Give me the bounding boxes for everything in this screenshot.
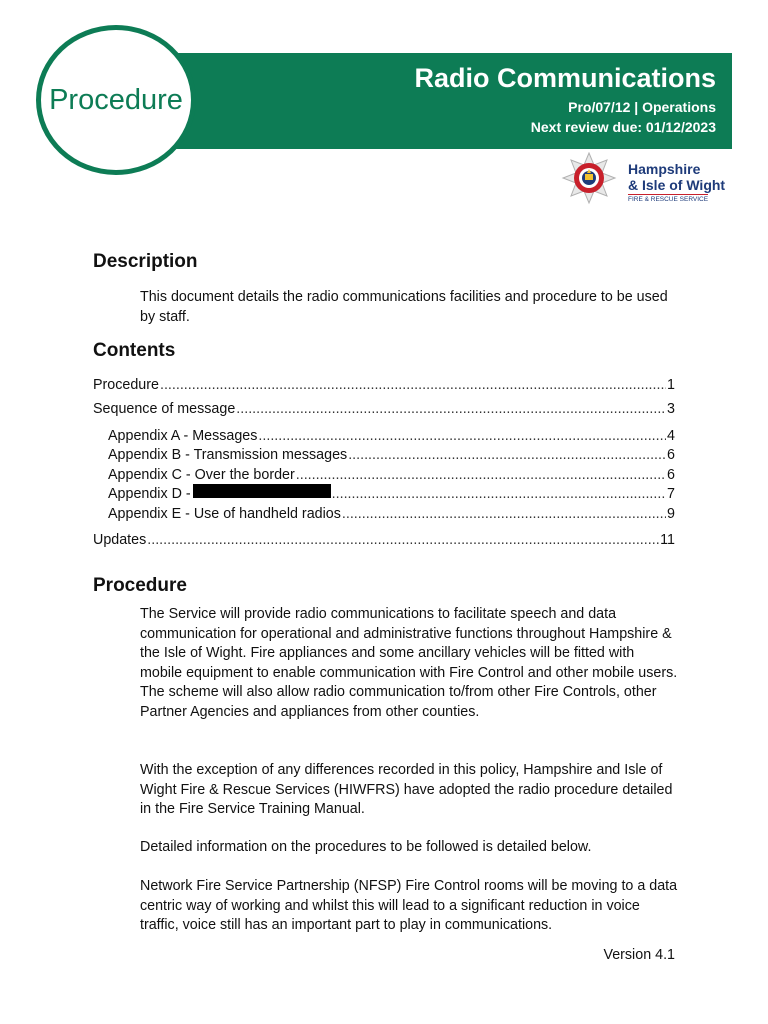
toc-item-sequence-of-message[interactable]: Sequence of message ..... 3 xyxy=(93,399,675,419)
toc-item-appendix-d[interactable]: Appendix D - ..... 7 xyxy=(108,484,675,504)
contents-heading: Contents xyxy=(93,340,176,361)
fire-service-crest-icon xyxy=(556,152,622,210)
redacted-text xyxy=(193,484,331,498)
procedure-paragraph-1: The Service will provide radio communications to facilitate speech and data communication for operational and administrative functions throughout Hampshire & the Isle of Wight. Fire appliances and some ancillary vehicles will be fitted with mobile equipment to enable communication with Fire Control and other mobile users. The scheme will also allow radio communication to/from other Fire Controls, other Partner Agencies and appliances from other counties. xyxy=(140,606,678,720)
procedure-badge xyxy=(36,25,196,175)
toc-item-appendix-e[interactable]: Appendix E - Use of handheld radios ..... 9 xyxy=(108,504,675,524)
logo-name: Hampshire & Isle of Wight xyxy=(628,161,726,193)
review-date: Next review due: 01/12/2023 xyxy=(530,119,716,135)
toc-item-procedure[interactable]: Procedure ..... 1 xyxy=(93,375,675,395)
document-version: Version 4.1 xyxy=(603,947,675,963)
organisation-logo xyxy=(556,152,736,210)
procedure-heading: Procedure xyxy=(93,575,187,596)
document-title: Radio Communications xyxy=(414,63,716,93)
description-heading: Description xyxy=(93,251,198,272)
header-banner xyxy=(120,53,732,149)
description-text: This document details the radio communications facilities and procedure to be used by staff. xyxy=(140,289,668,325)
document-reference: Pro/07/12 | Operations xyxy=(568,99,716,115)
toc-item-updates[interactable]: Updates ..... 11 xyxy=(93,530,675,550)
toc-item-appendix-c[interactable]: Appendix C - Over the border ..... 6 xyxy=(108,465,675,485)
logo-subtitle: FIRE & RESCUE SERVICE xyxy=(628,196,709,203)
procedure-paragraph-3: Detailed information on the procedures to be followed is detailed below. xyxy=(140,839,592,855)
toc-item-appendix-a[interactable]: Appendix A - Messages ..... 4 xyxy=(108,426,675,446)
procedure-badge-label: Procedure xyxy=(49,83,183,116)
procedure-paragraph-2: With the exception of any differences recorded in this policy, Hampshire and Isle of Wight Fire & Rescue Services (HIWFRS) have adopted the radio procedure detailed in the Fire Service Training Manual. xyxy=(140,762,673,817)
procedure-paragraph-4: Network Fire Service Partnership (NFSP) Fire Control rooms will be moving to a data centric way of working and whilst this will lead to a significant reduction in voice traffic, voice still has an important part to play in communications. xyxy=(140,878,678,933)
toc-item-appendix-b[interactable]: Appendix B - Transmission messages ..... 6 xyxy=(108,445,675,465)
